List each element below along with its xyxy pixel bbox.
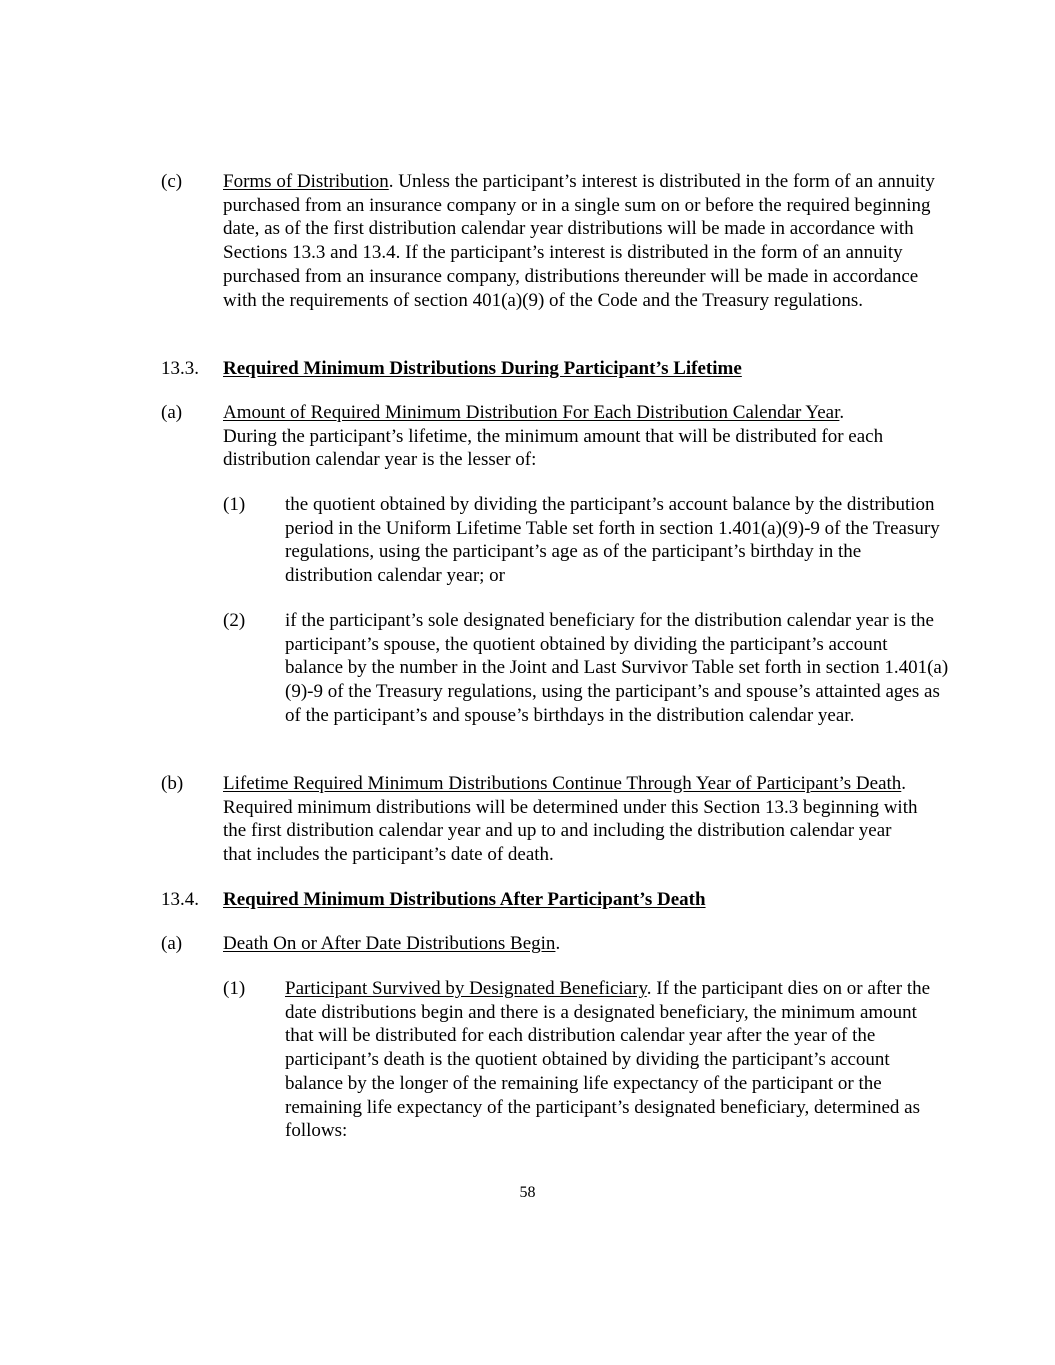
section-13-3-b-heading: Lifetime Required Minimum Distributions Continue Through Year of Participant’s Death bbox=[223, 773, 902, 794]
section-13-3-title: Required Minimum Distributions During Participant’s Lifetime bbox=[223, 358, 742, 379]
section-c-label: (c) bbox=[161, 171, 183, 192]
section-13-3-a-1-label: (1) bbox=[223, 494, 246, 515]
section-c-body: Unless the participant’s interest is distributed in the form of an annuity purchased from an insurance company or in a single sum on or before the required beginning date, as of the first distribution calendar year distributions will be made in accordance with Sections 13.3 and 13.4. If the participant’s interest is distributed in the form of an annuity purchased from an insurance company, distributions thereunder will be made in accordance with the requirements of section 401(a)(9) of the Code and the Treasury regulations. bbox=[223, 171, 935, 311]
section-13-4-number: 13.4. bbox=[161, 889, 199, 910]
section-c-heading: Forms of Distribution bbox=[223, 171, 389, 192]
page-number: 58 bbox=[519, 1184, 536, 1201]
section-13-3-a-1-text: the quotient obtained by dividing the participant’s account balance by the distribution period in the Uniform Lifetime Table set forth in section 1.401(a)(9)-9 of the Treasury regulations, using the participant’s age as of the participant’s birthday in the distribution calendar year; or bbox=[285, 494, 940, 587]
section-13-3-b-body: Required minimum distributions will be determined under this Section 13.3 beginning with the first distribution calendar year and up to and including the distribution calendar year that includes the participant’s date of death. bbox=[223, 796, 918, 866]
section-13-4-a-1-label: (1) bbox=[223, 978, 246, 999]
section-13-4-a-1-text: If the participant dies on or after the date distributions begin and there is a designated beneficiary, the minimum amount that will be distributed for each distribution calendar year after the year of the participant’s death is the quotient obtained by dividing the participant’s account balance by the longer of the remaining life expectancy of the participant or the remaining life expectancy of the participant’s designated beneficiary, determined as follows: bbox=[285, 978, 931, 1142]
section-13-4-a-heading: Death On or After Date Distributions Begin bbox=[223, 933, 556, 954]
section-13-3-a-label: (a) bbox=[161, 402, 183, 423]
section-13-3-a-body: During the participant’s lifetime, the minimum amount that will be distributed for each distribution calendar year is the lesser of: bbox=[223, 425, 884, 471]
section-13-4-a-1-paragraph: Participant Survived by Designated Beneficiary. If the participant dies on or after the date distributions begin and there is a designated beneficiary, the minimum amount that will be distributed for each distribution calendar year after the year of the participant’s death is the quotient obtained by dividing the participant’s account balance by the longer of the remaining life expectancy of the participant or the remaining life expectancy of the participant’s designated beneficiary, determined as follows: bbox=[285, 978, 931, 1142]
section-13-4-a-label: (a) bbox=[161, 933, 183, 954]
section-13-3-a-paragraph: Amount of Required Minimum Distribution For Each Distribution Calendar Year. During the participant’s lifetime, the minimum amount that will be distributed for each distribution calendar year is the lesser of: bbox=[223, 402, 884, 471]
section-13-4-a-paragraph: Death On or After Date Distributions Begin. bbox=[223, 933, 561, 954]
section-13-3-number: 13.3. bbox=[161, 358, 199, 379]
section-13-3-a-2-label: (2) bbox=[223, 610, 246, 631]
section-13-3-b-paragraph: Lifetime Required Minimum Distributions Continue Through Year of Participant’s Death. Required minimum distributions will be determined under this Section 13.3 beginning with the first distribution calendar year and up to and including the distribution calendar year that includes the participant’s date of death. bbox=[223, 773, 918, 866]
section-13-4-a-1-heading: Participant Survived by Designated Beneficiary bbox=[285, 978, 647, 999]
section-13-3-b-label: (b) bbox=[161, 773, 184, 794]
section-c-paragraph: Forms of Distribution. Unless the participant’s interest is distributed in the form of an annuity purchased from an insurance company or in a single sum on or before the required beginning date, as of the first distribution calendar year distributions will be made in accordance with Sections 13.3 and 13.4. If the participant’s interest is distributed in the form of an annuity purchased from an insurance company, distributions thereunder will be made in accordance with the requirements of section 401(a)(9) of the Code and the Treasury regulations. bbox=[223, 171, 935, 311]
section-13-3-a-heading: Amount of Required Minimum Distribution For Each Distribution Calendar Year bbox=[223, 402, 840, 423]
section-13-4-title: Required Minimum Distributions After Participant’s Death bbox=[223, 889, 706, 910]
section-13-3-a-2-text: if the participant’s sole designated beneficiary for the distribution calendar year is the participant’s spouse, the quotient obtained by dividing the participant’s account balance by the number in the Joint and Last Survivor Table set forth in section 1.401(a)(9)-9 of the Treasury regulations, using the participant’s and spouse’s attainted ages as of the participant’s and spouse’s birthdays in the distribution calendar year. bbox=[285, 610, 949, 726]
